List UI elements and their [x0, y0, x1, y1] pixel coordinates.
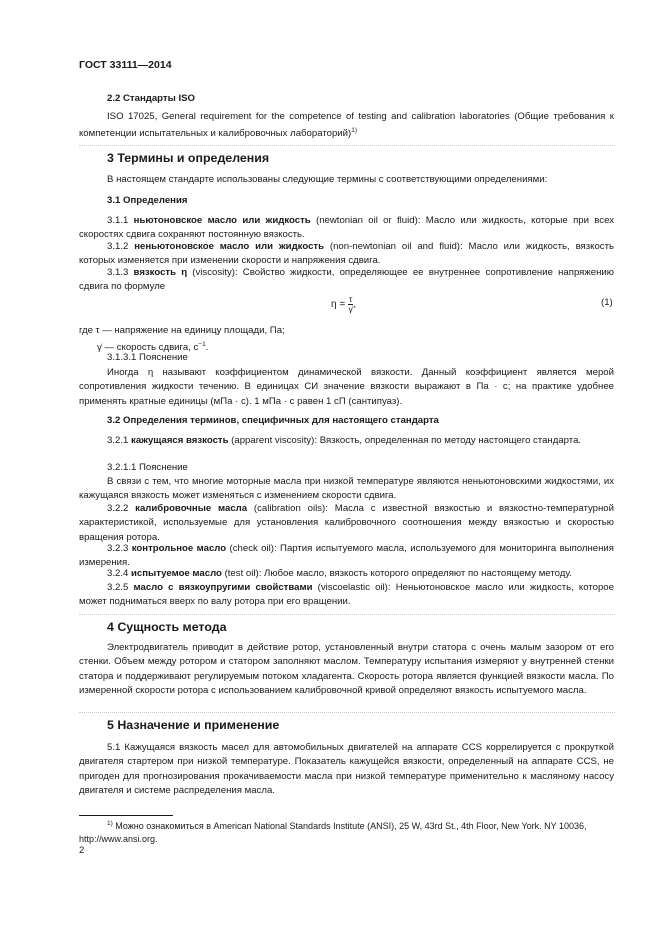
- section-4-title: 4 Сущность метода: [107, 620, 227, 634]
- section-2-2-text: ISO 17025, General requirement for the competence of testing and calibration laboratories (Общие требования к компетенции испытательных и калибровочных лабораторий)$^{1)}$: [79, 111, 614, 140]
- formula-number: (1): [601, 297, 613, 308]
- page-number: 2: [79, 845, 85, 856]
- term-3-2-5: 3.2.5 масло с вязкоупругими свойствами (viscoelastic oil): Неньютоновское масло или жидкость, которое может подниматься вверх по валу ротора при его вращении.: [79, 582, 614, 608]
- term-3-2-1: 3.2.1 кажущаяся вязкость (apparent viscosity): Вязкость, определенная по методу настоящего стандарта.: [107, 435, 582, 446]
- document-header: ГОСТ 33111—2014: [79, 59, 172, 71]
- section-5-1-text: 5.1 Кажущаяся вязкость масел для автомобильных двигателей на аппарате CCS коррелируется с прокруткой двигателя стартером при низкой температуре. Показатель кажущейся вязкости, определенный на аппарате CCS, не пригоден для прогнозирования прокачиваемости масла при низкой температуре применительно к масляному насосу двигателя и системе распределения масла.: [79, 742, 614, 796]
- term-3-1-1: 3.1.1 ньютоновское масло или жидкость (newtonian oil or fluid): Масло или жидкость, которые при всех скоростях сдвига сохраняют постоянную вязкость.: [79, 215, 614, 241]
- note-3-2-1-1-title: 3.2.1.1 Пояснение: [107, 462, 188, 473]
- viscosity-formula: η = $\frac{\tau}{\gammȧ}$ ,: [331, 294, 357, 314]
- where-line-2: γ̇ — скорость сдвига, $с^{-1}$.: [97, 341, 209, 354]
- section-3-2-title: 3.2 Определения терминов, специфичных для настоящего стандарта: [107, 415, 439, 426]
- divider: [79, 145, 615, 146]
- note-3-1-3-1-title: 3.1.3.1 Пояснение: [107, 352, 188, 363]
- divider: [79, 614, 615, 615]
- term-3-2-3: 3.2.3 контрольное масло (check oil): Партия испытуемого масла, используемого для мониторинга выполнения измерения.: [79, 543, 614, 569]
- term-3-1-3: 3.1.3 вязкость η (viscosity): Свойство жидкости, определяющее ее внутреннее сопротивление напряжению сдвига по формуле: [79, 267, 614, 293]
- footnote: $^{1)}$ Можно ознакомиться в American National Standards Institute (ANSI), 25 W, 43rd St., 4th Floor, New York. NY 10036, http://www.ansi.org.: [79, 820, 587, 844]
- term-3-2-2: 3.2.2 калибровочные масла (calibration oils): Масла с известной вязкостью и вязкостно-температурной характеристикой, используемые для установления калибровочного соотношения между вязкостью и скоростью вращения ротора.: [79, 503, 614, 543]
- divider: [79, 712, 615, 713]
- footnote-ref: 1): [351, 127, 357, 135]
- term-3-2-4: 3.2.4 испытуемое масло (test oil): Любое масло, вязкость которого определяют по настоящему методу.: [107, 568, 572, 579]
- footnote-separator: [79, 815, 173, 816]
- note-3-2-1-1-text: В связи с тем, что многие моторные масла при низкой температуре являются неньютоновскими жидкостями, их кажущаяся вязкость может изменяться с изменением скорости сдвига.: [79, 476, 614, 502]
- note-3-1-3-1-text: Иногда η называют коэффициентом динамической вязкости. Данный коэффициент является мерой сопротивления жидкости течению. В единицах СИ значение вязкости выражают в Па · с; на практике удобнее применять кратные единицы (мПа · с). 1 мПа · с равен 1 сП (сантипуаз).: [79, 367, 614, 407]
- section-3-1-title: 3.1 Определения: [107, 195, 188, 206]
- section-3-intro: В настоящем стандарте использованы следующие термины с соответствующими определениями:: [107, 174, 548, 185]
- term-3-1-2: 3.1.2 неньютоновское масло или жидкость (non-newtonian oil and fluid): Масло или жидкость, вязкость которых изменяется при изменении скорости и напряжения сдвига.: [79, 241, 614, 267]
- section-3-title: 3 Термины и определения: [107, 151, 270, 165]
- where-line-1: где τ — напряжение на единицу площади, Па;: [79, 325, 285, 336]
- section-4-text: Электродвигатель приводит в действие ротор, установленный внутри статора с очень малым зазором от его стенки. Объем между ротором и статором заполняют маслом. Температуру испытания измеряют у внутренней стенки статора и поддерживают регулируемым потоком хладагента. Скорость ротора является функцией вязкости масла. По измеренной скорости ротора с использованием калибровочной кривой определяют вязкость испытуемого масла.: [79, 642, 614, 696]
- section-2-2-title: 2.2 Стандарты ISO: [107, 93, 196, 104]
- section-5-title: 5 Назначение и применение: [107, 718, 280, 732]
